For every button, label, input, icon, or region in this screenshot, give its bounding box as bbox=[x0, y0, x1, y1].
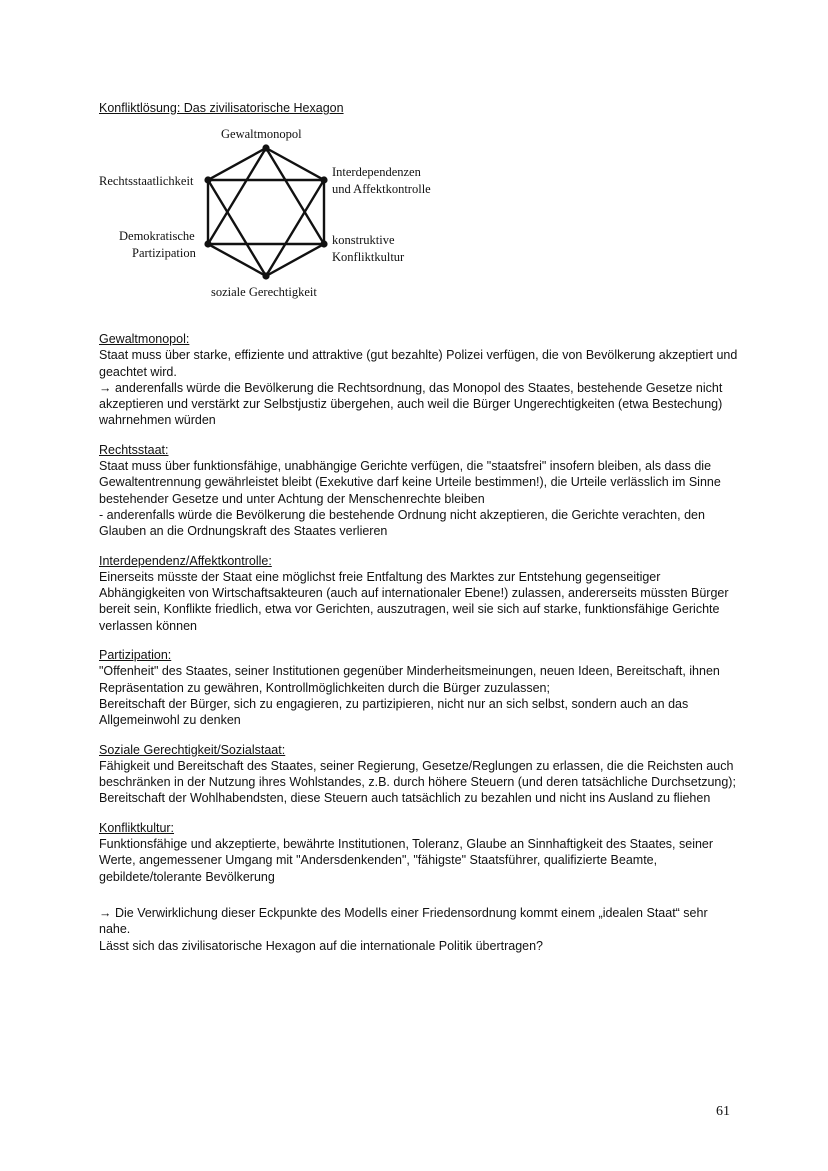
section-heading: Interdependenz/Affektkontrolle: bbox=[99, 553, 272, 568]
section-interdependenz bbox=[99, 553, 739, 634]
hexagon-vertices bbox=[204, 144, 327, 279]
document-page bbox=[99, 100, 739, 954]
section-paragraph: Einerseits müsste der Staat eine möglichst freie Entfaltung des Marktes zur Entstehung gegenseitiger Abhängigkeiten von Wirtschaftsakteuren (auch auf internationaler Ebene!) zulassen, andererseits müssten Bürger bereit sein, Konflikte friedlich, etwa vor Gerichten, auszutragen, weil sie sich auf starke, funktionsfähige Gerichte verlassen können bbox=[99, 569, 729, 633]
hexagon-outline bbox=[208, 148, 324, 276]
hexagon-diagram bbox=[99, 118, 739, 318]
section-gewaltmonopol bbox=[99, 331, 739, 429]
vertex-upper-left bbox=[204, 176, 211, 183]
section-paragraph: Funktionsfähige und akzeptierte, bewährte Institutionen, Toleranz, Glaube an Sinnhaftigkeit des Staates, seiner Werte, angemessener Umgang mit "Andersdenkenden", "fähigste" Staatsführer, qualifizierte Beamte, gebildete/tolerante Bevölkerung bbox=[99, 837, 714, 884]
vertex-upper-right bbox=[320, 176, 327, 183]
section-heading: Partizipation: bbox=[99, 648, 172, 663]
label-affektkontrolle: und Affektkontrolle bbox=[332, 182, 431, 196]
section-paragraph: - anderenfalls würde die Bevölkerung die bestehende Ordnung nicht akzeptieren, die Gerichte verachten, den Glauben an die Ordnungskraft des Staates verlieren bbox=[99, 507, 705, 539]
conclusion bbox=[99, 905, 739, 954]
section-konfliktkultur bbox=[99, 820, 739, 885]
section-heading: Konfliktkultur: bbox=[99, 820, 175, 835]
label-demokratische: Demokratische bbox=[119, 229, 195, 243]
section-paragraph: Fähigkeit und Bereitschaft des Staates, seiner Regierung, Gesetze/Reglungen zu erlassen, die die Reichsten auch beschränken in der Nutzung ihres Wohlstandes, z.B. durch höhere Steuern (und deren tatsächliche Durchsetzung); Bereitschaft der Wohlhabendsten, diese Steuern auch tatsächlich zu bezahlen und nicht ins Ausland zu fliehen bbox=[99, 758, 736, 806]
label-soziale-gerechtigkeit: soziale Gerechtigkeit bbox=[211, 285, 317, 299]
section-soziale-gerechtigkeit bbox=[99, 742, 739, 807]
label-gewaltmonopol: Gewaltmonopol bbox=[221, 127, 302, 141]
hexagon-lines bbox=[208, 148, 324, 276]
triangle-down bbox=[208, 180, 324, 276]
conclusion-question: Lässt sich das zivilisatorische Hexagon auf die internationale Politik übertragen? bbox=[99, 938, 544, 953]
vertex-lower-left bbox=[204, 240, 211, 247]
hexagon-svg bbox=[99, 118, 739, 318]
vertex-lower-right bbox=[320, 240, 327, 247]
section-paragraph: Staat muss über starke, effiziente und attraktive (gut bezahlte) Polizei verfügen, die von Bevölkerung akzeptiert und geachtet wird. bbox=[99, 348, 738, 379]
section-partizipation bbox=[99, 647, 739, 728]
section-rechtsstaat bbox=[99, 442, 739, 540]
section-paragraph: → anderenfalls würde die Bevölkerung die Rechtsordnung, das Monopol des Staates, bestehende Gesetze nicht akzeptieren und verstärkt zur Selbstjustiz übergehen, auch weil die Bürger Ungerechtigkeiten (etwa Bestechung) wahrnehmen würden bbox=[99, 380, 723, 428]
conclusion-statement: → Die Verwirklichung dieser Eckpunkte des Modells einer Friedensordnung kommt einem „idealen Staat“ sehr nahe. bbox=[99, 905, 708, 937]
section-paragraph: Bereitschaft der Bürger, sich zu engagieren, zu partizipieren, nicht nur an sich selbst, sondern auch an das Allgemeinwohl zu denken bbox=[99, 696, 689, 728]
vertex-top bbox=[262, 144, 269, 151]
section-heading: Soziale Gerechtigkeit/Sozialstaat: bbox=[99, 742, 286, 757]
vertex-bottom bbox=[262, 272, 269, 279]
label-partizipation: Partizipation bbox=[132, 246, 196, 260]
label-interdependenzen: Interdependenzen bbox=[332, 165, 421, 179]
label-konstruktive: konstruktive bbox=[332, 233, 395, 247]
page-number: 61 bbox=[716, 1104, 730, 1119]
document-title: Konfliktlösung: Das zivilisatorische Hexagon bbox=[99, 101, 344, 115]
section-paragraph: "Offenheit" des Staates, seiner Institutionen gegenüber Minderheitsmeinungen, neuen Ideen, Bereitschaft, ihnen Repräsentation zu gewähren, Kontrollmöglichkeiten durch die Bürger zuzulassen; bbox=[99, 664, 720, 695]
section-paragraph: Staat muss über funktionsfähige, unabhängige Gerichte verfügen, die "staatsfrei" insofern bleiben, als dass die Gewaltentrennung gewährleistet bleibt (Exekutive darf keine Urteile bestimmen!), die Urteile verlässlich im Sinne bestehender Gesetze und unter Achtung der Menschenrechte bleiben bbox=[99, 459, 721, 506]
label-rechtsstaatlichkeit: Rechtsstaatlichkeit bbox=[99, 174, 194, 188]
label-konfliktkultur: Konfliktkultur bbox=[332, 250, 405, 264]
section-heading: Gewaltmonopol: bbox=[99, 332, 190, 346]
section-heading: Rechtsstaat: bbox=[99, 442, 169, 457]
triangle-up bbox=[208, 148, 324, 244]
